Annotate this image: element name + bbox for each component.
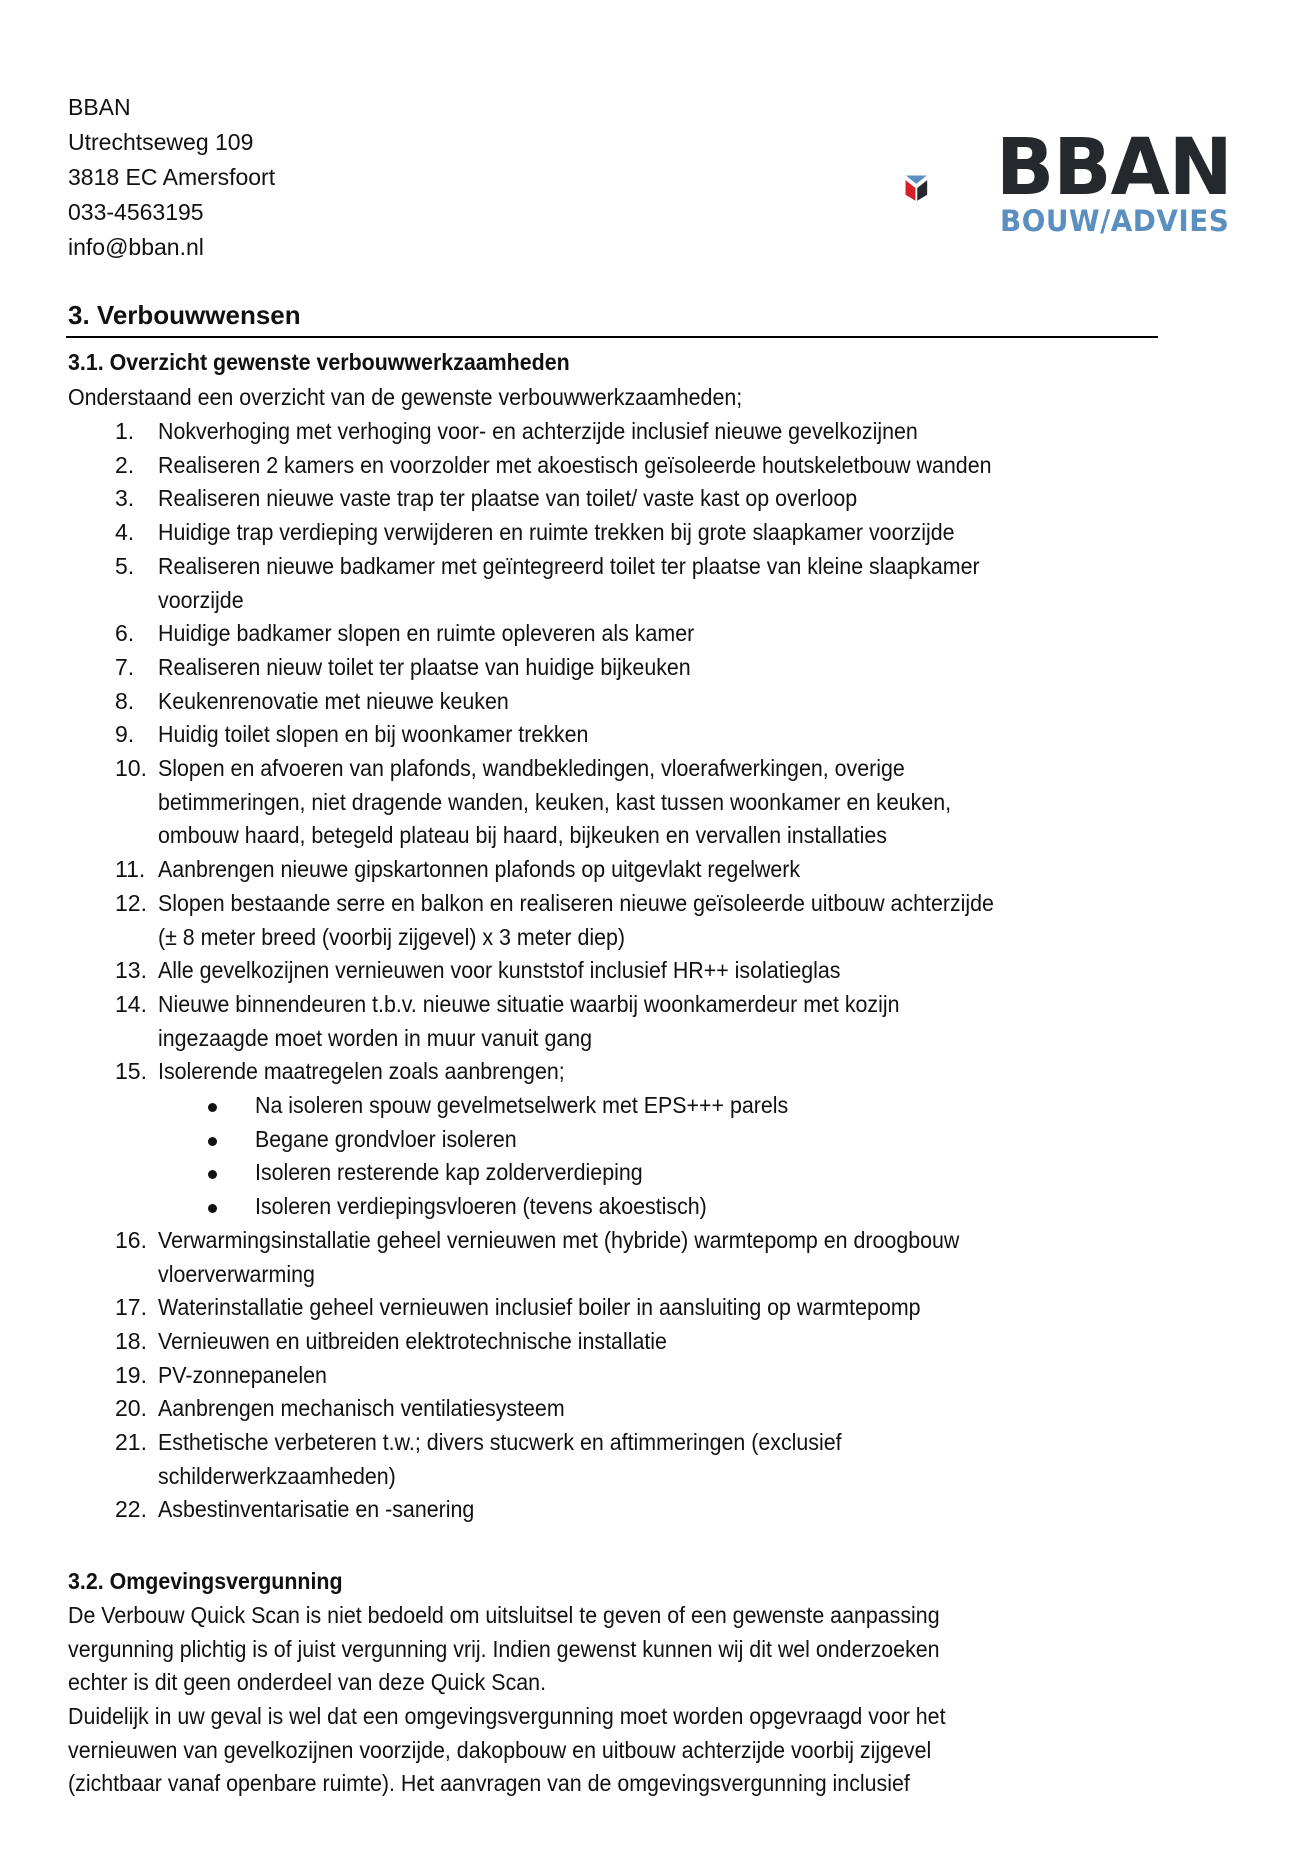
list-item-text: voorzijde: [158, 586, 244, 613]
list-item-text: Huidig toilet slopen en bij woonkamer trekken: [158, 721, 589, 748]
list-item-text: betimmeringen, niet dragende wanden, keuken, kast tussen woonkamer en keuken,: [158, 788, 952, 815]
list-item-number: 9.: [115, 721, 135, 748]
list-item-text: Realiseren 2 kamers en voorzolder met akoestisch geïsoleerde houtskeletbouw wanden: [158, 451, 992, 478]
list-item-number: 12.: [115, 889, 147, 916]
bullet-item-text: Isoleren verdiepingsvloeren (tevens akoestisch): [255, 1193, 707, 1220]
list-item-text: Realiseren nieuw toilet ter plaatse van huidige bijkeuken: [158, 653, 691, 680]
logo-tagline: BOUW/ADVIES: [1000, 204, 1230, 238]
list-item-text: Aanbrengen nieuwe gipskartonnen plafonds op uitgevlakt regelwerk: [158, 856, 801, 883]
list-item-text: Huidige trap verdieping verwijderen en ruimte trekken bij grote slaapkamer voorzijde: [158, 519, 955, 546]
paragraph-line: Duidelijk in uw geval is wel dat een omgevingsvergunning moet worden opgevraagd voor het: [68, 1703, 946, 1729]
list-item-text: Aanbrengen mechanisch ventilatiesysteem: [158, 1395, 565, 1422]
paragraph-line: De Verbouw Quick Scan is niet bedoeld om uitsluitsel te geven of een gewenste aanpassing: [68, 1602, 940, 1628]
logo-wordmark: BBAN: [996, 123, 1232, 213]
list-item-text: Keukenrenovatie met nieuwe keuken: [158, 687, 509, 714]
list-item-text: PV-zonnepanelen: [158, 1361, 327, 1388]
list-item-number: 17.: [115, 1294, 147, 1321]
list-item-text: Asbestinventarisatie en -sanering: [158, 1496, 475, 1523]
list-item-number: 4.: [115, 519, 135, 546]
list-item-text: Realiseren nieuwe vaste trap ter plaatse van toilet/ vaste kast op overloop: [158, 485, 858, 512]
list-item-text: Verwarmingsinstallatie geheel vernieuwen met (hybride) warmtepomp en droogbouw: [158, 1226, 960, 1253]
list-item-number: 19.: [115, 1361, 147, 1388]
paragraph-line: echter is dit geen onderdeel van deze Quick Scan.: [68, 1669, 547, 1695]
list-item-text: (± 8 meter breed (voorbij zijgevel) x 3 meter diep): [158, 923, 626, 950]
subsection-2-title: 3.2. Omgevingsvergunning: [68, 1568, 343, 1594]
list-item-number: 20.: [115, 1395, 147, 1422]
list-item-number: 15.: [115, 1058, 147, 1085]
sender-name: BBAN: [68, 94, 131, 120]
list-item-text: vloerverwarming: [158, 1260, 315, 1287]
list-item-text: Alle gevelkozijnen vernieuwen voor kunststof inclusief HR++ isolatieglas: [158, 957, 841, 984]
sender-email[interactable]: info@bban.nl: [68, 234, 204, 260]
section-divider: [66, 336, 1158, 338]
paragraph-line: vernieuwen van gevelkozijnen voorzijde, dakopbouw en uitbouw achterzijde voorbij zijgevel: [68, 1737, 932, 1763]
list-item-number: 16.: [115, 1226, 147, 1253]
list-item-text: Vernieuwen en uitbreiden elektrotechnische installatie: [158, 1327, 667, 1354]
paragraph-line: (zichtbaar vanaf openbare ruimte). Het aanvragen van de omgevingsvergunning inclusief: [68, 1770, 910, 1796]
list-item-number: 18.: [115, 1327, 147, 1354]
list-item-text: Slopen en afvoeren van plafonds, wandbekledingen, vloerafwerkingen, overige: [158, 755, 905, 781]
list-item-number: 8.: [115, 687, 135, 714]
section-title: 3. Verbouwwensen: [68, 300, 301, 330]
list-item-number: 14.: [115, 990, 147, 1017]
list-item-number: 21.: [115, 1429, 147, 1455]
bullet-icon: [208, 1204, 217, 1213]
bullet-icon: [208, 1137, 217, 1146]
list-item-text: Isolerende maatregelen zoals aanbrengen;: [158, 1058, 565, 1085]
list-item-number: 1.: [115, 418, 135, 444]
list-item-text: Nieuwe binnendeuren t.b.v. nieuwe situatie waarbij woonkamerdeur met kozijn: [158, 990, 900, 1017]
list-item-text: ingezaagde moet worden in muur vanuit gang: [158, 1024, 593, 1051]
list-item-text: Slopen bestaande serre en balkon en realiseren nieuwe geïsoleerde uitbouw achterzijde: [158, 889, 994, 916]
bullet-item-text: Begane grondvloer isoleren: [255, 1125, 517, 1152]
sender-postal-city: 3818 EC Amersfoort: [68, 164, 276, 190]
list-item-number: 6.: [115, 620, 135, 647]
bullet-item-text: Isoleren resterende kap zolderverdieping: [255, 1159, 643, 1186]
list-item-number: 2.: [115, 451, 135, 478]
bullet-item-text: Na isoleren spouw gevelmetselwerk met EPS+++ parels: [255, 1092, 789, 1118]
paragraph-line: vergunning plichtig is of juist vergunning vrij. Indien gewenst kunnen wij dit wel onderzoeken: [68, 1636, 940, 1662]
cube-icon: [905, 136, 995, 240]
bullet-icon: [208, 1103, 217, 1112]
list-item-text: Waterinstallatie geheel vernieuwen inclusief boiler in aansluiting op warmtepomp: [158, 1294, 921, 1321]
list-item-number: 7.: [115, 653, 135, 680]
list-item-text: Esthetische verbeteren t.w.; divers stucwerk en aftimmeringen (exclusief: [158, 1429, 842, 1455]
list-item-text: schilderwerkzaamheden): [158, 1462, 396, 1489]
subsection-1-title: 3.1. Overzicht gewenste verbouwwerkzaamheden: [68, 349, 570, 375]
sender-phone: 033-4563195: [68, 199, 204, 225]
bullet-icon: [208, 1170, 217, 1179]
list-item-text: ombouw haard, betegeld plateau bij haard, bijkeuken en vervallen installaties: [158, 822, 887, 849]
list-item-text: Huidige badkamer slopen en ruimte opleveren als kamer: [158, 620, 695, 647]
list-item-text: Realiseren nieuwe badkamer met geïntegreerd toilet ter plaatse van kleine slaapkamer: [158, 552, 980, 579]
list-item-number: 10.: [115, 755, 147, 781]
list-item-number: 5.: [115, 552, 135, 579]
subsection-1-intro: Onderstaand een overzicht van de gewenste verbouwwerkzaamheden;: [68, 384, 743, 410]
list-item-text: Nokverhoging met verhoging voor- en achterzijde inclusief nieuwe gevelkozijnen: [158, 418, 918, 444]
list-item-number: 11.: [115, 856, 146, 883]
sender-street: Utrechtseweg 109: [68, 129, 254, 155]
list-item-number: 13.: [115, 957, 147, 984]
list-item-number: 3.: [115, 485, 135, 512]
list-item-number: 22.: [115, 1496, 147, 1523]
